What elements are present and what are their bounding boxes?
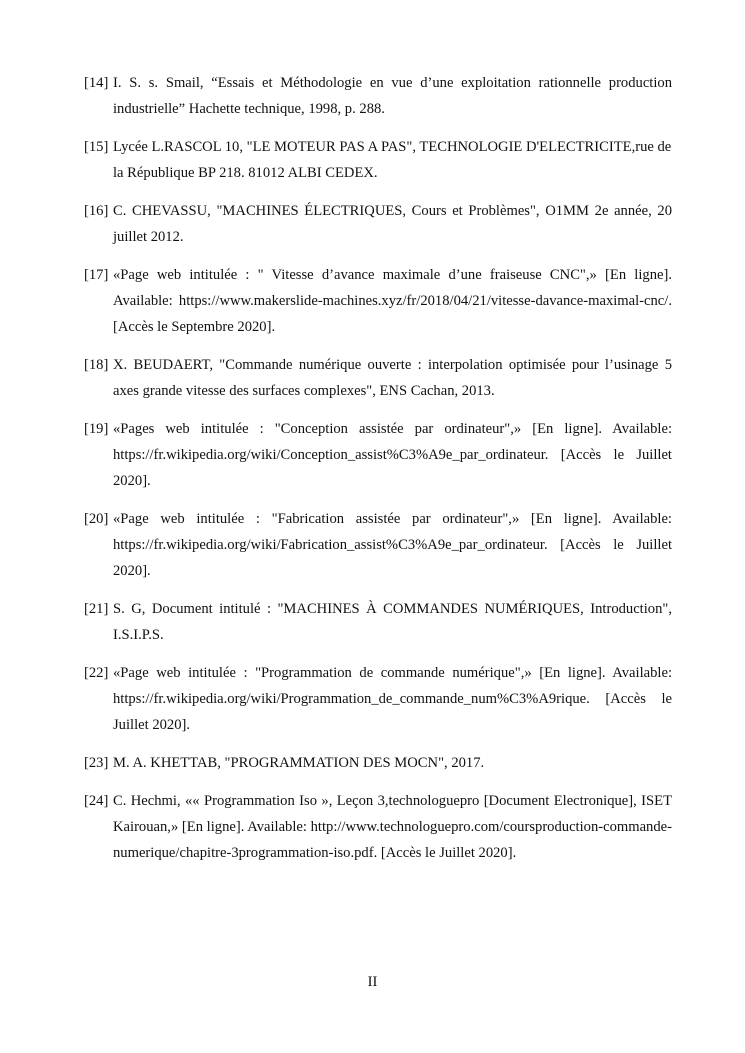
reference-text: Lycée L.RASCOL 10, "LE MOTEUR PAS A PAS", TECHNOLOGIE D'ELECTRICITE,rue de la République BP 218. 81012 ALBI CEDEX. — [113, 139, 672, 181]
reference-text: «Page web intitulée : "Fabrication assistée par ordinateur",» [En ligne]. Available: https://fr.wikipedia.org/wiki/Fabrication_assist%C3%A9e_par_ordinateur. [Accès le Juillet 2020]. — [113, 511, 672, 579]
reference-number: [19] — [84, 421, 109, 437]
reference-text: C. Hechmi, «« Programmation Iso », Leçon 3,technologuepro [Document Electronique], ISET Kairouan,» [En ligne]. Available: http://www.technologuepro.com/coursproduction-commande-numerique/chapitre-3programmation-iso.pdf. [Accès le Juillet 2020]. — [113, 793, 672, 861]
reference-text: «Pages web intitulée : "Conception assistée par ordinateur",» [En ligne]. Available: https://fr.wikipedia.org/wiki/Conception_assist%C3%A9e_par_ordinateur. [Accès le Juillet 2020]. — [113, 421, 672, 489]
reference-20 — [84, 506, 672, 584]
reference-14 — [84, 70, 672, 122]
reference-number: [17] — [84, 267, 109, 283]
reference-text: «Page web intitulée : " Vitesse d’avance maximale d’une fraiseuse CNC",» [En ligne]. Available: https://www.makerslide-machines.xyz/fr/2018/04/21/vitesse-davance-maximal-cnc/. [Accès le Septembre 2020]. — [113, 267, 672, 335]
reference-21 — [84, 596, 672, 648]
reference-number: [14] — [84, 75, 109, 91]
reference-number: [21] — [84, 601, 109, 617]
reference-number: [18] — [84, 357, 109, 373]
reference-number: [16] — [84, 203, 109, 219]
reference-number: [15] — [84, 139, 109, 155]
reference-22 — [84, 660, 672, 738]
page-number: II — [367, 974, 378, 990]
reference-24 — [84, 788, 672, 866]
reference-number: [23] — [84, 755, 109, 771]
reference-15 — [84, 134, 672, 186]
reference-text: I. S. s. Smail, “Essais et Méthodologie en vue d’une exploitation rationnelle production industrielle” Hachette technique, 1998, p. 288. — [113, 75, 672, 117]
reference-19 — [84, 416, 672, 494]
reference-number: [24] — [84, 793, 109, 809]
reference-23 — [84, 750, 672, 776]
reference-text: M. A. KHETTAB, "PROGRAMMATION DES MOCN", 2017. — [113, 755, 485, 771]
reference-text: C. CHEVASSU, "MACHINES ÉLECTRIQUES, Cours et Problèmes", O1MM 2e année, 20 juillet 2012. — [113, 203, 672, 245]
reference-17 — [84, 262, 672, 340]
reference-text: «Page web intitulée : "Programmation de commande numérique",» [En ligne]. Available: https://fr.wikipedia.org/wiki/Programmation_de_commande_num%C3%A9rique. [Accès le Juillet 2020]. — [113, 665, 672, 733]
reference-16 — [84, 198, 672, 250]
reference-list — [84, 70, 672, 878]
reference-number: [22] — [84, 665, 109, 681]
reference-number: [20] — [84, 511, 109, 527]
reference-text: S. G, Document intitulé : "MACHINES À COMMANDES NUMÉRIQUES, Introduction", I.S.I.P.S. — [113, 601, 672, 643]
reference-text: X. BEUDAERT, "Commande numérique ouverte : interpolation optimisée pour l’usinage 5 axes grande vitesse des surfaces complexes", ENS Cachan, 2013. — [113, 357, 672, 399]
reference-18 — [84, 352, 672, 404]
